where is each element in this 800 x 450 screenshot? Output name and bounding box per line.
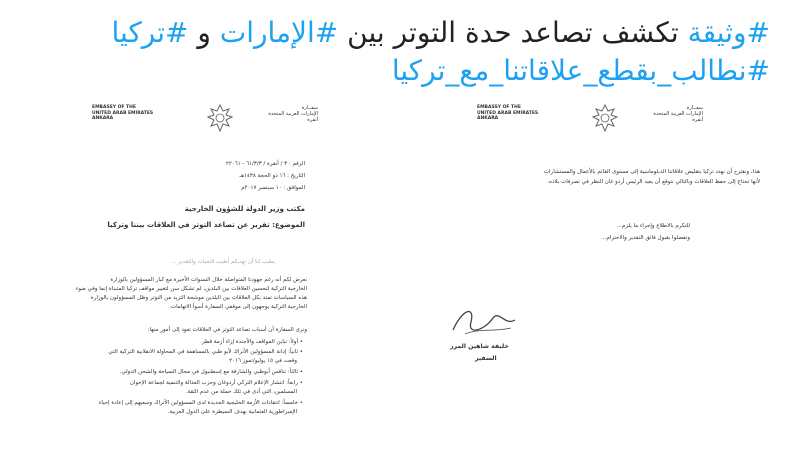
hashtag-link[interactable]: #تركيا bbox=[111, 16, 189, 49]
signature-icon bbox=[445, 300, 525, 345]
signer-title: السفير bbox=[475, 355, 497, 362]
reason-item: وقعت في ١٥ يوليو/تموز ٢٠١٦ bbox=[229, 358, 297, 364]
reason-item: • ثانياً: إدانة المسؤولين الأتراك لأبو ظبي بالمساهمة في المحاولة الانقلابية التركية التي bbox=[108, 349, 303, 356]
headline-text: و bbox=[188, 16, 220, 49]
letter-page-2 bbox=[415, 95, 800, 425]
embassy-name-ar: سفــارة الإمارات العربية المتحدة أنقرة bbox=[653, 105, 703, 123]
headline-line-1 bbox=[60, 14, 770, 52]
headline-hashtag-line[interactable]: #نطالب_بقطع_علاقاتنا_مع_تركيا bbox=[391, 54, 770, 87]
uae-emblem-icon bbox=[590, 103, 620, 135]
closing-line: وتفضلوا بقبول فائق التقدير والاحترام... bbox=[601, 235, 690, 241]
gregorian-date: الموافق : ١٠ سبتمبر ٢٠١٧م bbox=[241, 185, 305, 191]
hashtag-link[interactable]: #وثيقة bbox=[687, 16, 770, 49]
closing-line: للتكرم بالاطلاع وإجراء ما يلزم... bbox=[616, 223, 690, 229]
embassy-name-en: EMBASSY OF THE UNITED ARAB EMIRATES ANKARA bbox=[477, 105, 539, 121]
embassy-name-ar: سفــارة الإمارات العربية المتحدة أنقرة bbox=[268, 105, 318, 123]
office-title: مكتب وزير الدولة للشؤون الخارجية bbox=[184, 205, 305, 213]
reason-item: المسلمين، التي أدى في تلك حملة من عدم الثقة. bbox=[185, 389, 297, 395]
body-line: الخارجية التركية يوجهون إلى موقفي السفارة أسوأ الاتهامات. bbox=[169, 304, 307, 310]
letter-page-1 bbox=[30, 95, 415, 425]
headline-text: تكشف تصاعد حدة التوتر بين bbox=[338, 16, 688, 49]
embassy-name-en: EMBASSY OF THE UNITED ARAB EMIRATES ANKARA bbox=[92, 105, 154, 121]
ref-number: الرقم : ٣ / أنقرة / ٦١/٣/٣ - ٢٢٠٦١ bbox=[225, 161, 305, 167]
hashtag-link[interactable]: #الإمارات bbox=[219, 16, 339, 49]
reason-item: • رابعاً: انتشار الإعلام التركي أردوغان وحزب العدالة والتنمية لجماعة الإخوان bbox=[130, 380, 303, 387]
body-line: لأنها تحتاج إلى حفظ العلاقات وبالتالي نتوقع أن يعيد الرئيس أردو غان النظر في تصرفات بلاده. bbox=[547, 179, 760, 185]
reason-item: الإمبراطورية العثمانية بهدف السيطرة على الدول العربية. bbox=[167, 409, 297, 415]
reason-item: • ثالثاً: تنافس أبوظبي والشارقة مع إسطنبول في مجال السياحة والشحن الدولي. bbox=[120, 369, 303, 376]
subject-line: الموضوع: تقرير عن تصاعد التوتر في العلاقات بيننا وتركيا bbox=[107, 221, 305, 229]
body-line: هذه السياسات تمتد بكل العلاقات بين البلدين موشحة التزيد من التوتر وظل المسؤولون بالوزارة bbox=[90, 295, 307, 301]
reason-item: • خامساً: انتقادات الأزمة الخليجية الجديدة لدى المسؤولين الأتراك وسعيهم إلى إعادة إحياء bbox=[99, 400, 303, 407]
uae-emblem-icon bbox=[205, 103, 235, 135]
body-line: هذا، ونقترح أن نهدد تركيا بتقليص علاقاتنا الدبلوماسية إلى مستوى القائم بالأعمال والمستشارات bbox=[543, 169, 760, 175]
body-line: نعرض لكم أنه رغم جهودنا المتواصلة خلال السنوات الأخيرة مع كبار المسؤولين بالوزارة bbox=[110, 277, 307, 283]
hijri-date: التاريخ : ١٦ ذو الحجة ١٤٣٨هـ bbox=[239, 173, 305, 179]
greeting: يطيب لنا أن نهديكم أطيب التحيات والتقدير ... bbox=[171, 259, 275, 265]
signer-name: خليفة شاهين المرر bbox=[450, 343, 509, 350]
reason-item: • أولاً: تباين المواقف والأجندة إزاء أزمة قطر. bbox=[200, 339, 303, 346]
tweet-headline bbox=[60, 14, 770, 90]
reasons-intro: ونرى السفارة أن أسباب تصاعد التوتر في العلاقات تعود إلى أمور منها: bbox=[147, 327, 307, 333]
document-image bbox=[30, 95, 800, 425]
body-line: الخارجية التركية لتحسين العلاقات بين البلدين، لم تشكل سن لتغيير مواقف تركيا المتبناة إنما وفي ضوء bbox=[75, 286, 307, 292]
